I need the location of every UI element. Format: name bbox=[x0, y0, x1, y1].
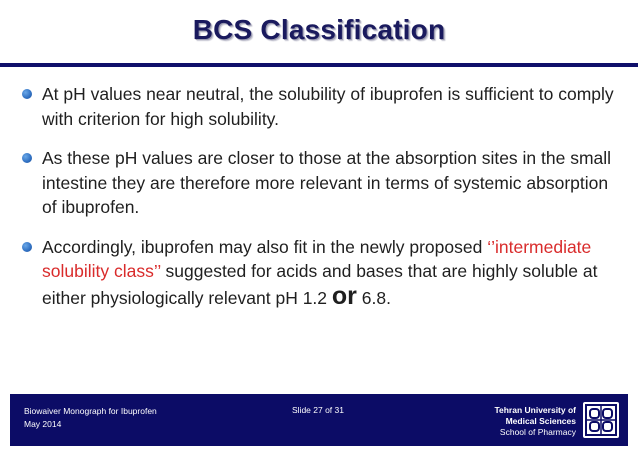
university-logo-icon bbox=[583, 402, 619, 438]
bullet-dot-icon bbox=[22, 242, 32, 252]
bullet-text-part: suggested for acids and bases that are highly soluble at either physiologically relevant pH 1.2 bbox=[42, 261, 598, 308]
bullet-text-part: 6.8. bbox=[356, 287, 391, 308]
university-name-line1: Tehran University of bbox=[494, 405, 576, 415]
footer-university bbox=[494, 405, 576, 438]
bullet-item bbox=[20, 82, 620, 131]
footer-slide-number: Slide 27 of 31 bbox=[292, 405, 344, 415]
title-area bbox=[0, 14, 638, 46]
footer-bar bbox=[10, 394, 628, 446]
bullet-item bbox=[20, 146, 620, 220]
highlight-term: ‘’intermediate solubility class’’ bbox=[42, 236, 592, 281]
bullet-item bbox=[20, 235, 620, 311]
bullet-text-part: Accordingly, ibuprofen may also fit in the newly proposed bbox=[42, 236, 488, 257]
bullet-text: At pH values near neutral, the solubility of ibuprofen is sufficient to comply with criterion for high solubility. bbox=[42, 84, 614, 129]
bullet-text: As these pH values are closer to those at the absorption sites in the small intestine they are therefore more relevant in terms of systemic absorption of ibuprofen. bbox=[42, 148, 612, 217]
university-name-line2: Medical Sciences bbox=[505, 416, 576, 426]
slide-title: BCS Classification bbox=[192, 14, 446, 45]
school-name: School of Pharmacy bbox=[499, 427, 576, 437]
bullet-dot-icon bbox=[22, 153, 32, 163]
footer-presentation-title: Biowaiver Monograph for Ibuprofen bbox=[24, 406, 157, 416]
footer-date: May 2014 bbox=[24, 419, 62, 429]
bullet-text bbox=[42, 235, 620, 311]
bullet-list bbox=[20, 82, 620, 325]
emphasis-or: or bbox=[331, 281, 357, 310]
title-divider bbox=[0, 63, 638, 67]
bullet-dot-icon bbox=[22, 89, 32, 99]
footer-left bbox=[24, 405, 157, 431]
